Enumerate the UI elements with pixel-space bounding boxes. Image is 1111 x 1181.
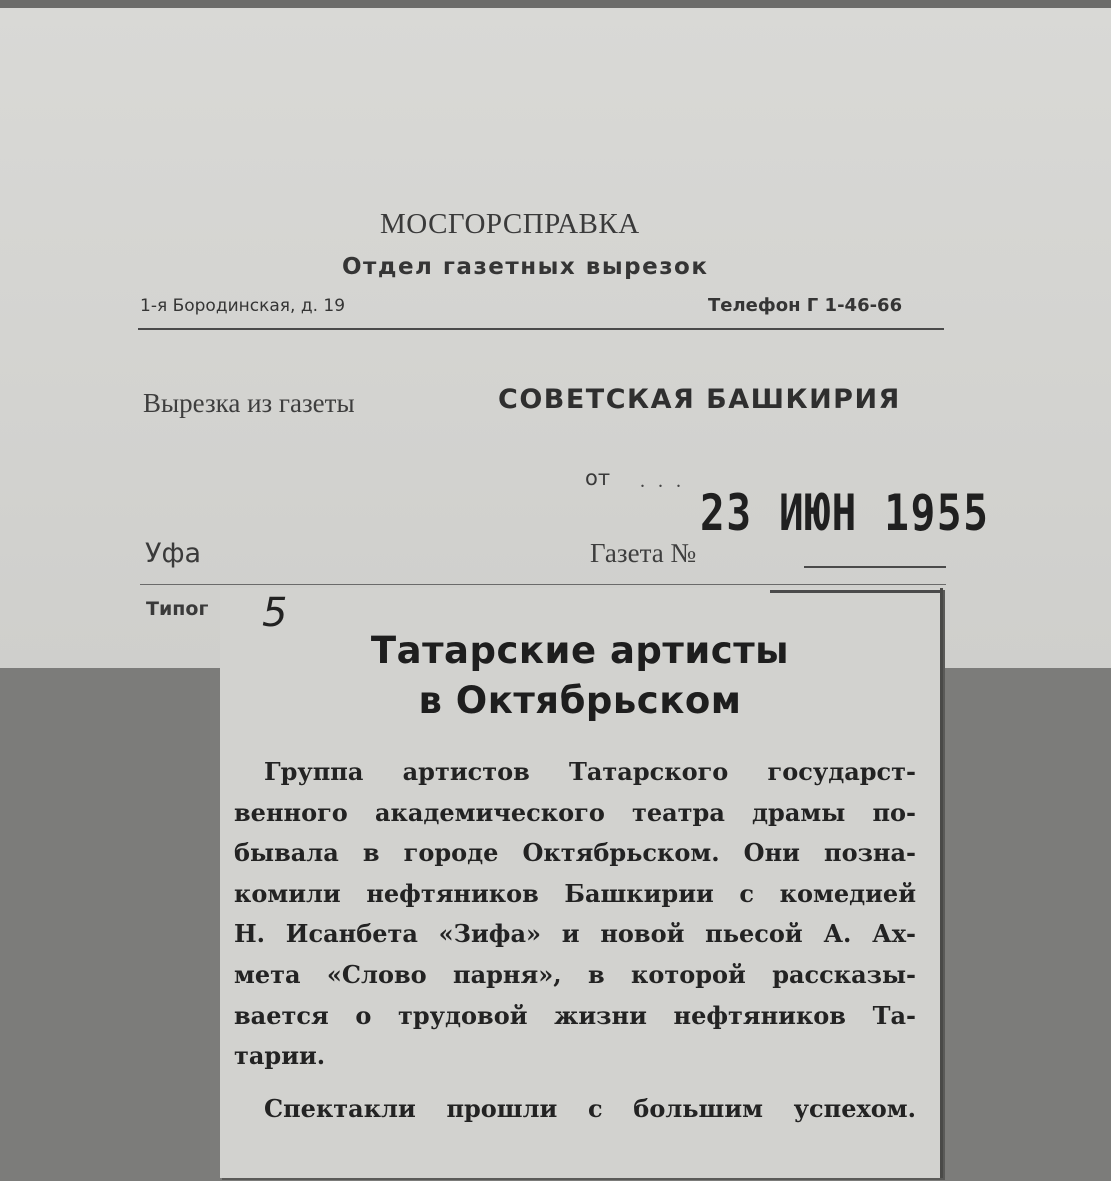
- article-line: Спектакли прошли с большим успехом.: [264, 1093, 916, 1123]
- issue-label: Газета №: [590, 538, 697, 568]
- department-name: Отдел газетных вырезок: [342, 254, 709, 280]
- article-headline: [220, 626, 940, 726]
- date-stamp: 23 ИЮН 1955: [700, 484, 990, 542]
- date-dots: . . .: [640, 470, 685, 492]
- newspaper-name: СОВЕТСКАЯ БАШКИРИЯ: [498, 384, 901, 415]
- clipping-label: Вырезка из газеты: [143, 388, 355, 418]
- article-body: [234, 752, 916, 1129]
- headline-line-2: в Октябрьском: [418, 679, 742, 722]
- issue-underline: [804, 566, 946, 568]
- newspaper-clipping: [220, 588, 943, 1178]
- header-divider: [138, 328, 944, 330]
- form-divider: [140, 584, 946, 585]
- article-line: бывала в городе Октябрьском. Они позна-: [234, 838, 916, 868]
- article-line: вается о трудовой жизни нефтяников Та-: [234, 1000, 916, 1030]
- handwritten-page-number: 5: [262, 590, 288, 636]
- article-line: тарии.: [234, 1041, 326, 1071]
- organization-name: МОСГОРСПРАВКА: [380, 208, 640, 240]
- article-line: Н. Исанбета «Зифа» и новой пьесой А. Ах-: [234, 919, 916, 949]
- article-line: мета «Слово парня», в которой рассказы-: [234, 959, 916, 989]
- scan-top-edge: [0, 0, 1111, 8]
- date-label: от: [585, 466, 611, 490]
- printing-label: Типог: [146, 598, 209, 620]
- article-line: комили нефтяников Башкирии с комедией: [234, 878, 916, 908]
- article-line: Группа артистов Татарского государст-: [264, 757, 916, 786]
- address: 1-я Бородинская, д. 19: [140, 296, 346, 316]
- headline-line-1: Татарские артисты: [370, 629, 790, 672]
- paragraph-gap: [234, 1077, 916, 1089]
- city: Уфа: [145, 538, 202, 569]
- clipping-top-rule: [770, 590, 940, 593]
- article-line: венного академического театра драмы по-: [234, 797, 916, 827]
- phone-number: Телефон Г 1-46-66: [708, 295, 903, 316]
- clipping-form-sheet: [0, 8, 1111, 668]
